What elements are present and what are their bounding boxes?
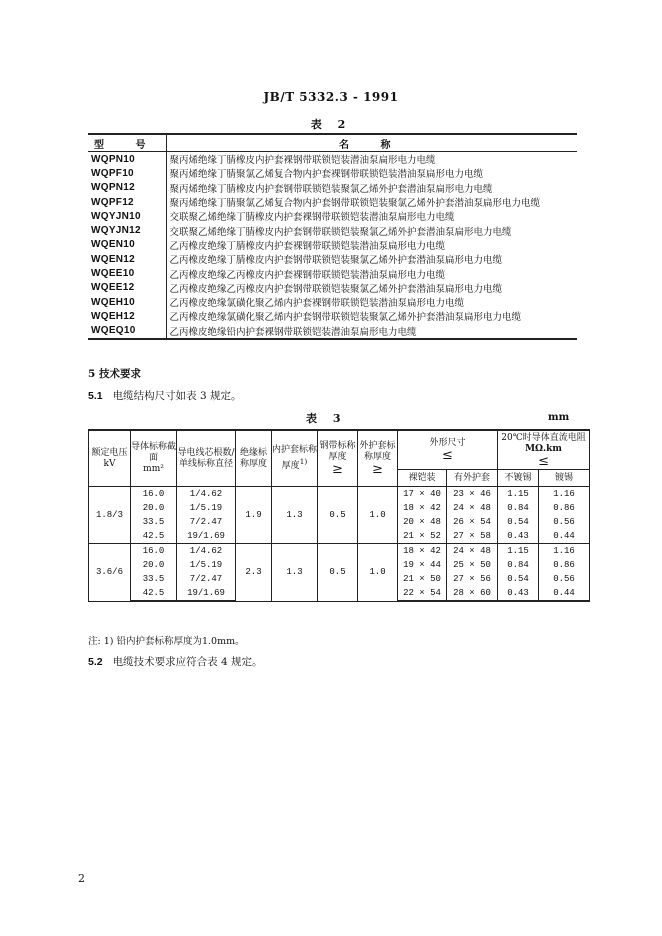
res-plain-cell: 0.84 [498,558,539,572]
model-cell: WQPN12 [88,181,166,195]
res-tinned-cell: 0.56 [539,572,590,586]
sheathed-dims-cell: 25 × 50 [447,558,498,572]
name-cell: 乙丙橡皮绝缘丁腈橡皮内护套裸钢带联锁铠装潜油泵扁形电力电缆 [169,240,446,252]
th-voltage-label: 额定电压 [91,447,128,458]
wires-cell: 1/4.62 [177,544,236,559]
th-voltage-unit: kV [103,458,116,469]
model-cell: WQPF10 [88,166,166,180]
model-cell: WQEE10 [88,266,166,280]
wires-cell: 7/2.47 [177,572,236,586]
model-cell: WQEH12 [88,309,166,323]
wires-cell: 19/1.69 [177,529,236,544]
table2-col-model: 型 号 [88,134,166,152]
table3-unit: mm [548,412,570,423]
sheathed-dims-cell: 23 × 46 [447,487,498,502]
table-row [88,324,577,339]
res-plain-cell: 1.15 [498,487,539,502]
th-dims-outer: 有外护套 [447,470,498,487]
res-plain-cell: 0.43 [498,586,539,601]
table-3 [88,429,590,602]
model-cell: WQPN10 [88,152,166,167]
page-number: 2 [78,872,85,885]
name-cell: 聚丙烯绝缘丁腈橡皮内护套裸钢带联锁铠装潜油泵扁形电力电缆 [169,155,436,167]
table-row [88,281,577,295]
wires-cell: 1/4.62 [177,487,236,502]
th-outer-sheath-label: 外护套标称厚度 [359,441,396,462]
th-area [131,430,177,487]
area-cell: 33.5 [131,515,177,529]
footnote-marker: 1) [299,457,308,466]
th-resistance-unit: MΩ.km [525,443,562,454]
th-res-tinned: 镀锡 [539,470,590,487]
res-tinned-cell: 0.56 [539,515,590,529]
table-row [89,544,590,559]
table-row [88,252,577,266]
sheathed-dims-cell: 27 × 58 [447,529,498,544]
th-inner-sheath [272,430,318,487]
area-cell: 42.5 [131,529,177,544]
wires-cell: 7/2.47 [177,515,236,529]
table2-header-row [88,134,577,152]
sheathed-dims-cell: 24 × 48 [447,501,498,515]
area-cell: 20.0 [131,501,177,515]
table-row [88,166,577,180]
th-dims-bare: 裸铠装 [398,470,447,487]
table-row [88,181,577,195]
bare-dims-cell: 22 × 54 [398,586,447,601]
paragraph-text: 电缆技术要求应符合表 4 规定。 [112,656,263,668]
res-plain-cell: 1.15 [498,544,539,559]
th-steel-tape [318,430,358,487]
sheathed-dims-cell: 27 × 56 [447,572,498,586]
th-area-unit: mm² [143,464,164,474]
area-cell: 16.0 [131,487,177,502]
res-tinned-cell: 0.86 [539,558,590,572]
model-cell: WQEN10 [88,238,166,252]
paragraph-number: 5.1 [88,390,103,402]
paragraph-5-2 [88,654,262,669]
res-tinned-cell: 1.16 [539,544,590,559]
name-cell: 聚丙烯绝缘丁腈聚氯乙烯复合物内护套钢带联锁铠装聚氯乙烯外护套潜油泵扁形电力电缆 [169,198,541,210]
table-row [88,209,577,223]
th-dims [398,430,498,470]
inner-sheath-cell: 1.3 [272,487,318,544]
bare-dims-cell: 19 × 44 [398,558,447,572]
th-insulation: 绝缘标称厚度 [236,430,272,487]
res-plain-cell: 0.84 [498,501,539,515]
model-cell: WQEQ10 [88,324,166,339]
table-row [88,195,577,209]
area-cell: 20.0 [131,558,177,572]
name-cell: 乙丙橡皮绝缘乙丙橡皮内护套钢带联锁铠装聚氯乙烯外护套潜油泵扁形电力电缆 [169,283,503,295]
res-tinned-cell: 1.16 [539,487,590,502]
greater-equal-symbol: ≥ [332,462,343,477]
res-plain-cell: 0.54 [498,572,539,586]
table2-col-name: 名 称 [166,134,577,152]
paragraph-5-1 [88,388,241,403]
th-dims-label: 外形尺寸 [429,438,466,448]
table3-note: 注: 1) 铅内护套标称厚度为1.0mm。 [88,636,245,647]
table2-caption: 表 2 [310,118,352,131]
table-2 [88,133,577,340]
table-row [88,223,577,237]
bare-dims-cell: 17 × 40 [398,487,447,502]
area-cell: 42.5 [131,586,177,601]
table-row [88,238,577,252]
table3-caption: 表 3 [306,412,347,425]
table-row [88,152,577,167]
table-row [88,295,577,309]
name-cell: 乙丙橡皮绝缘丁腈橡皮内护套钢带联锁铠装聚氯乙烯外护套潜油泵扁形电力电缆 [169,255,503,267]
less-equal-symbol: ≤ [538,453,549,469]
name-cell: 乙丙橡皮绝缘铅内护套裸钢带联锁铠装潜油泵扁形电力电缆 [166,324,577,339]
area-cell: 16.0 [131,544,177,559]
bare-dims-cell: 20 × 48 [398,515,447,529]
steel-tape-cell: 0.5 [318,487,358,544]
model-cell: WQYJN12 [88,223,166,237]
name-cell: 乙丙橡皮绝缘氯磺化聚乙烯内护套裸钢带联锁铠装潜油泵扁形电力电缆 [169,298,465,310]
paragraph-number: 5.2 [88,656,103,668]
th-resistance-label: 20℃时导体直流电阻 [501,432,586,443]
name-cell: 聚丙烯绝缘丁腈橡皮内护套钢带联锁铠装聚氯乙烯外护套潜油泵扁形电力电缆 [169,183,493,195]
voltage-cell: 3.6/6 [89,544,131,602]
table-row [89,487,590,502]
inner-sheath-cell: 1.3 [272,544,318,602]
area-cell: 33.5 [131,572,177,586]
th-resistance [498,430,590,470]
sheathed-dims-cell: 24 × 48 [447,544,498,559]
model-cell: WQYJN10 [88,209,166,223]
model-cell: WQPF12 [88,195,166,209]
res-plain-cell: 0.43 [498,529,539,544]
th-wires: 导电线芯根数/单线标称直径 [177,430,236,487]
name-cell: 聚丙烯绝缘丁腈聚氯乙烯复合物内护套裸钢带联锁铠装潜油泵扁形电力电缆 [169,169,484,181]
res-tinned-cell: 0.86 [539,501,590,515]
res-tinned-cell: 0.44 [539,529,590,544]
insulation-cell: 1.9 [236,487,272,544]
th-steel-tape-label: 钢带标称厚度 [319,441,356,462]
outer-sheath-cell: 1.0 [358,544,398,602]
standard-number: JB/T 5332.3 - 1991 [263,90,399,104]
bare-dims-cell: 18 × 42 [398,544,447,559]
less-equal-symbol: ≤ [442,448,453,463]
greater-equal-symbol: ≥ [372,462,383,477]
wires-cell: 1/5.19 [177,558,236,572]
bare-dims-cell: 18 × 42 [398,501,447,515]
th-area-label: 导体标称截面 [131,442,177,463]
table-row [88,266,577,280]
bare-dims-cell: 21 × 52 [398,529,447,544]
sheathed-dims-cell: 28 × 60 [447,586,498,601]
th-inner-sheath-label: 内护套标称厚度 [272,445,318,471]
model-cell: WQEH10 [88,295,166,309]
wires-cell: 19/1.69 [177,586,236,601]
model-cell: WQEN12 [88,252,166,266]
res-tinned-cell: 0.44 [539,586,590,601]
voltage-cell: 1.8/3 [89,487,131,544]
th-voltage [89,430,131,487]
model-cell: WQEE12 [88,281,166,295]
res-plain-cell: 0.54 [498,515,539,529]
name-cell: 交联聚乙烯绝缘丁腈橡皮内护套裸钢带联锁铠装潜油泵扁形电力电缆 [169,212,455,224]
name-cell: 乙丙橡皮绝缘乙丙橡皮内护套裸钢带联锁铠装潜油泵扁形电力电缆 [169,269,446,281]
bare-dims-cell: 21 × 50 [398,572,447,586]
insulation-cell: 2.3 [236,544,272,602]
wires-cell: 1/5.19 [177,501,236,515]
name-cell: 交联聚乙烯绝缘丁腈橡皮内护套钢带联锁铠装聚氯乙烯外护套潜油泵扁形电力电缆 [169,226,512,238]
outer-sheath-cell: 1.0 [358,487,398,544]
paragraph-text: 电缆结构尺寸如表 3 规定。 [112,390,242,402]
section-5-heading: 5 技术要求 [88,368,141,380]
table-row [88,309,577,323]
steel-tape-cell: 0.5 [318,544,358,602]
th-outer-sheath [358,430,398,487]
name-cell: 乙丙橡皮绝缘氯磺化聚乙烯内护套钢带联锁铠装聚氯乙烯外护套潜油泵扁形电力电缆 [169,312,522,324]
th-res-plain: 不镀锡 [498,470,539,487]
sheathed-dims-cell: 26 × 54 [447,515,498,529]
